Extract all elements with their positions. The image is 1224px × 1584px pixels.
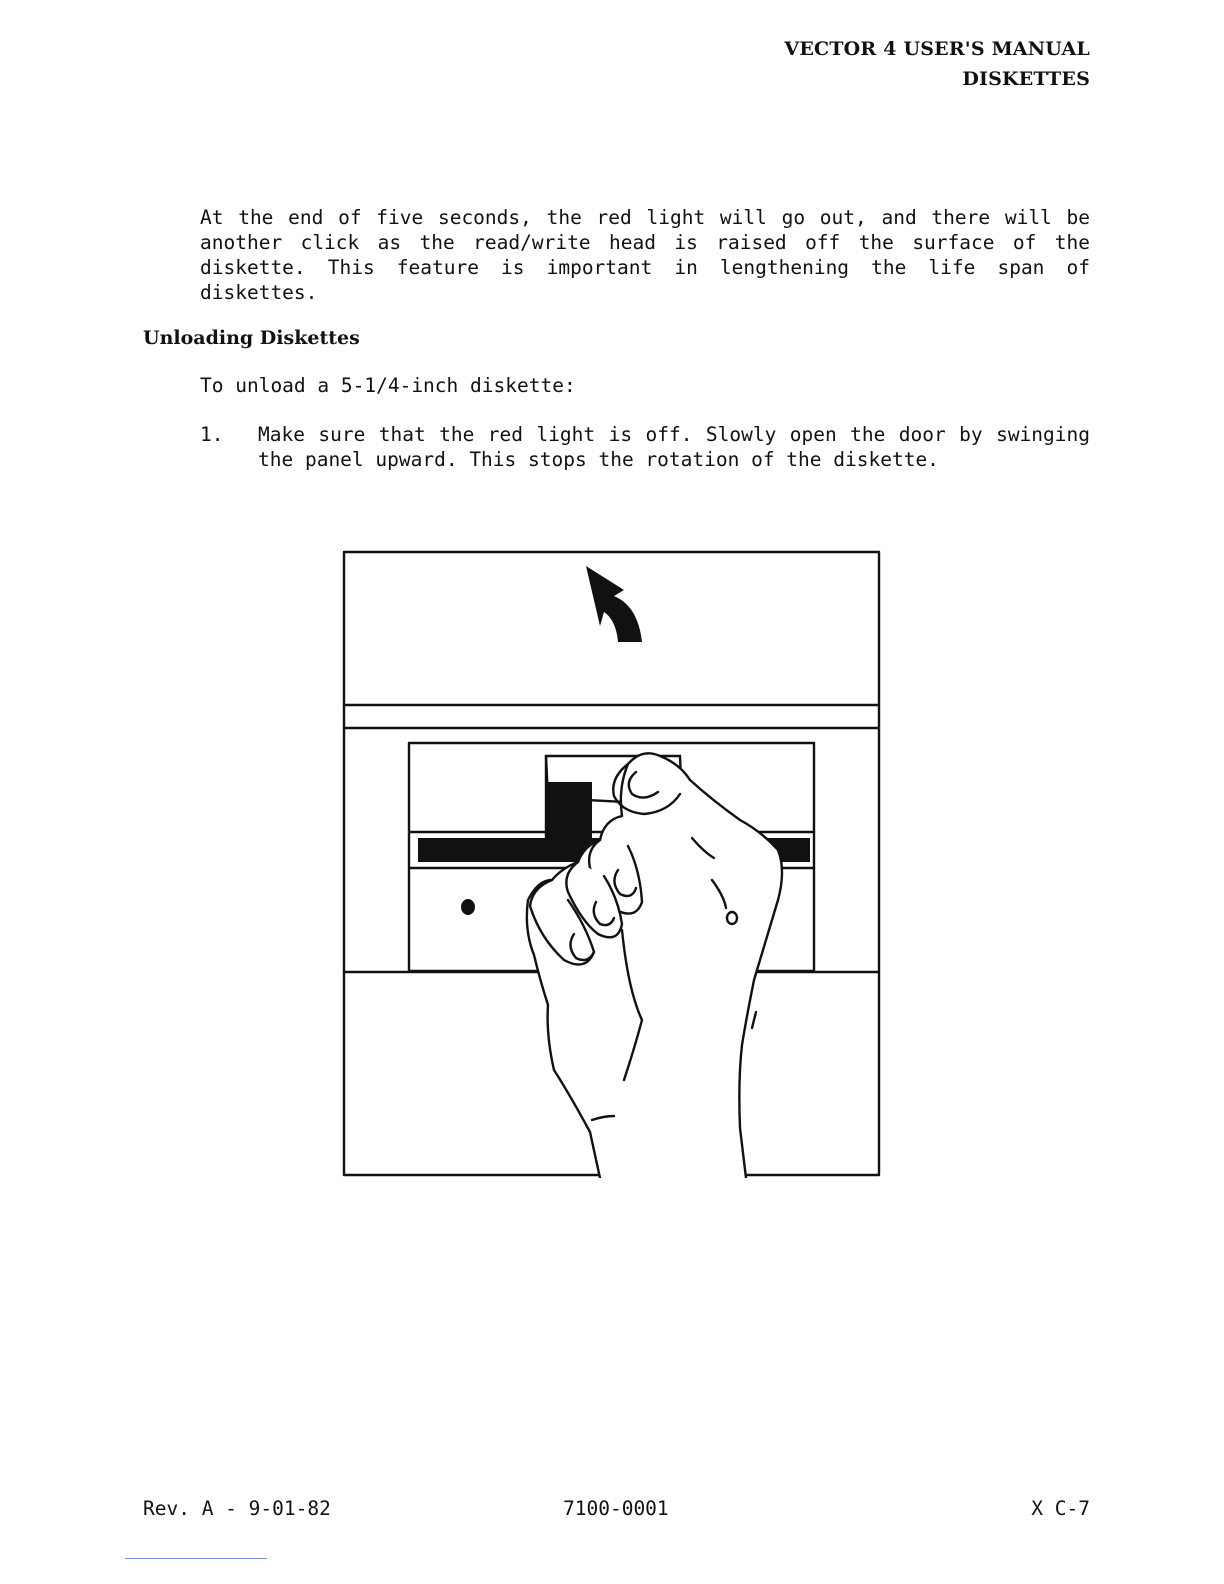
- document-number: 7100-0001: [563, 1497, 669, 1520]
- footer-rule: [125, 1558, 267, 1559]
- revision-label: Rev. A - 9-01-82: [143, 1497, 331, 1520]
- section-name: DISKETTES: [962, 68, 1090, 90]
- up-arrow-icon: [586, 566, 642, 642]
- page-number: X C-7: [1031, 1497, 1090, 1520]
- manual-title: VECTOR 4 USER'S MANUAL: [784, 38, 1090, 60]
- intro-text: To unload a 5-1/4-inch diskette:: [200, 374, 576, 397]
- section-heading: Unloading Diskettes: [143, 327, 360, 349]
- drive-door-figure: [342, 550, 884, 1178]
- indicator-light: [461, 899, 475, 915]
- step-text: Make sure that the red light is off. Slowly open the door by swinging the panel upward. This stops the rotation of the diskette.: [258, 423, 1090, 471]
- hand-opening-drive-door-illustration: [342, 550, 884, 1178]
- running-header: [784, 34, 1090, 94]
- step-number: 1.: [200, 423, 224, 446]
- body-paragraph: At the end of five seconds, the red light will go out, and there will be another click as the read/write head is raised off the surface of the diskette. This feature is important in lengthening the life span of diskettes.: [200, 206, 1090, 304]
